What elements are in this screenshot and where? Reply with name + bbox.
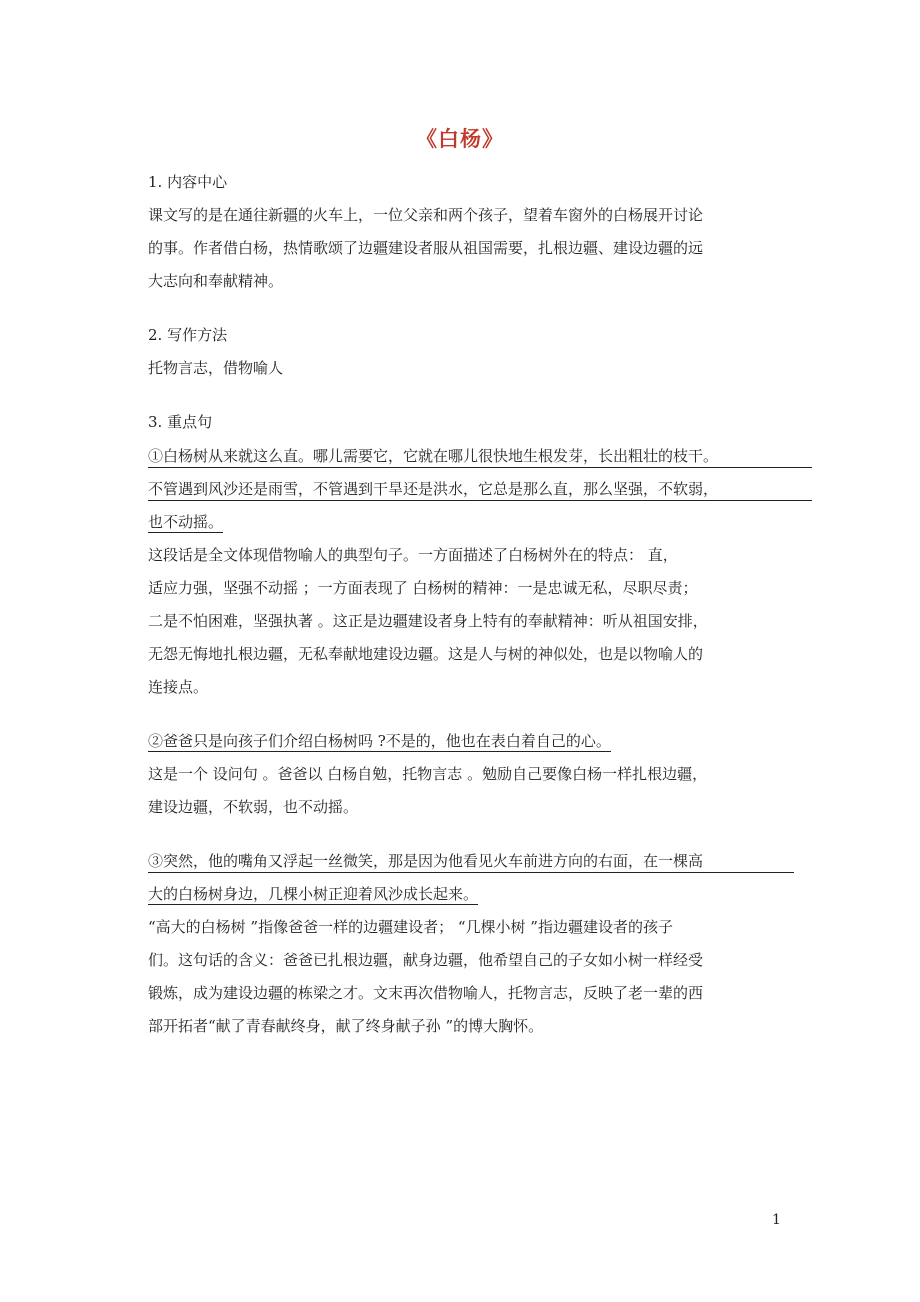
key-quote-2-line: ②爸爸只是向孩子们介绍白杨树吗 ?不是的，他也在表白着自己的心。 bbox=[148, 732, 611, 750]
key-analysis-1-line: 二是不怕困难，坚强执著 。这正是边疆建设者身上特有的奉献精神：听从祖国安排， bbox=[148, 612, 708, 630]
key-analysis-2-line: 建设边疆，不软弱，也不动摇。 bbox=[148, 798, 359, 816]
key-analysis-3-line: 部开拓者“献了青春献终身，献了终身献子孙 ”的博大胸怀。 bbox=[148, 1017, 544, 1035]
key-analysis-3-line: 们。这句话的含义：爸爸已扎根边疆，献身边疆，他希望自己的子女如小树一样经受 bbox=[148, 951, 704, 969]
method-text: 托物言志，借物喻人 bbox=[148, 359, 284, 377]
page-title: 《白杨》 bbox=[416, 127, 504, 151]
key-analysis-3-line: 锻炼，成为建设边疆的栋梁之才。文末再次借物喻人，托物言志，反映了老一辈的西 bbox=[148, 984, 704, 1002]
key-analysis-1-line: 连接点。 bbox=[148, 678, 209, 696]
key-quote-3-line: ③突然，他的嘴角又浮起一丝微笑，那是因为他看见火车前进方向的右面，在一棵高 bbox=[148, 851, 794, 873]
page-number: 1 bbox=[772, 1212, 781, 1228]
content-line: 大志向和奉献精神。 bbox=[148, 272, 284, 290]
key-analysis-1-line: 无怨无悔地扎根边疆，无私奉献地建设边疆。这是人与树的神似处，也是以物喻人的 bbox=[148, 645, 704, 663]
section-heading-method: 2. 写作方法 bbox=[148, 326, 228, 344]
key-analysis-1-line: 这段话是全文体现借物喻人的典型句子。一方面描述了白杨树外在的特点： 直， bbox=[148, 546, 678, 564]
key-analysis-1-line: 适应力强，坚强不动摇 ；一方面表现了 白杨树的精神：一是忠诚无私，尽职尽责； bbox=[148, 579, 698, 597]
key-analysis-3-line: “高大的白杨树 ”指像爸爸一样的边疆建设者； “几棵小树 ”指边疆建设者的孩子 bbox=[148, 918, 673, 936]
key-analysis-2-line: 这是一个 设问句 。爸爸以 白杨自勉，托物言志 。勉励自己要像白杨一样扎根边疆， bbox=[148, 765, 708, 783]
content-line: 课文写的是在通往新疆的火车上，一位父亲和两个孩子，望着车窗外的白杨展开讨论 bbox=[148, 206, 704, 224]
key-quote-1-line: ①白杨树从来就这么直。哪儿需要它，它就在哪儿很快地生根发芽，长出粗壮的枝干。 bbox=[148, 446, 812, 468]
section-heading-content: 1. 内容中心 bbox=[148, 173, 228, 191]
key-quote-1-line: 不管遇到风沙还是雨雪，不管遇到干旱还是洪水，它总是那么直，那么坚强，不软弱， bbox=[148, 479, 812, 501]
key-quote-3-line: 大的白杨树身边，几棵小树正迎着风沙成长起来。 bbox=[148, 885, 479, 903]
section-heading-key: 3. 重点句 bbox=[148, 413, 213, 431]
content-line: 的事。作者借白杨，热情歌颂了边疆建设者服从祖国需要，扎根边疆、建设边疆的远 bbox=[148, 239, 704, 257]
key-quote-1-line: 也不动摇。 bbox=[148, 513, 224, 531]
